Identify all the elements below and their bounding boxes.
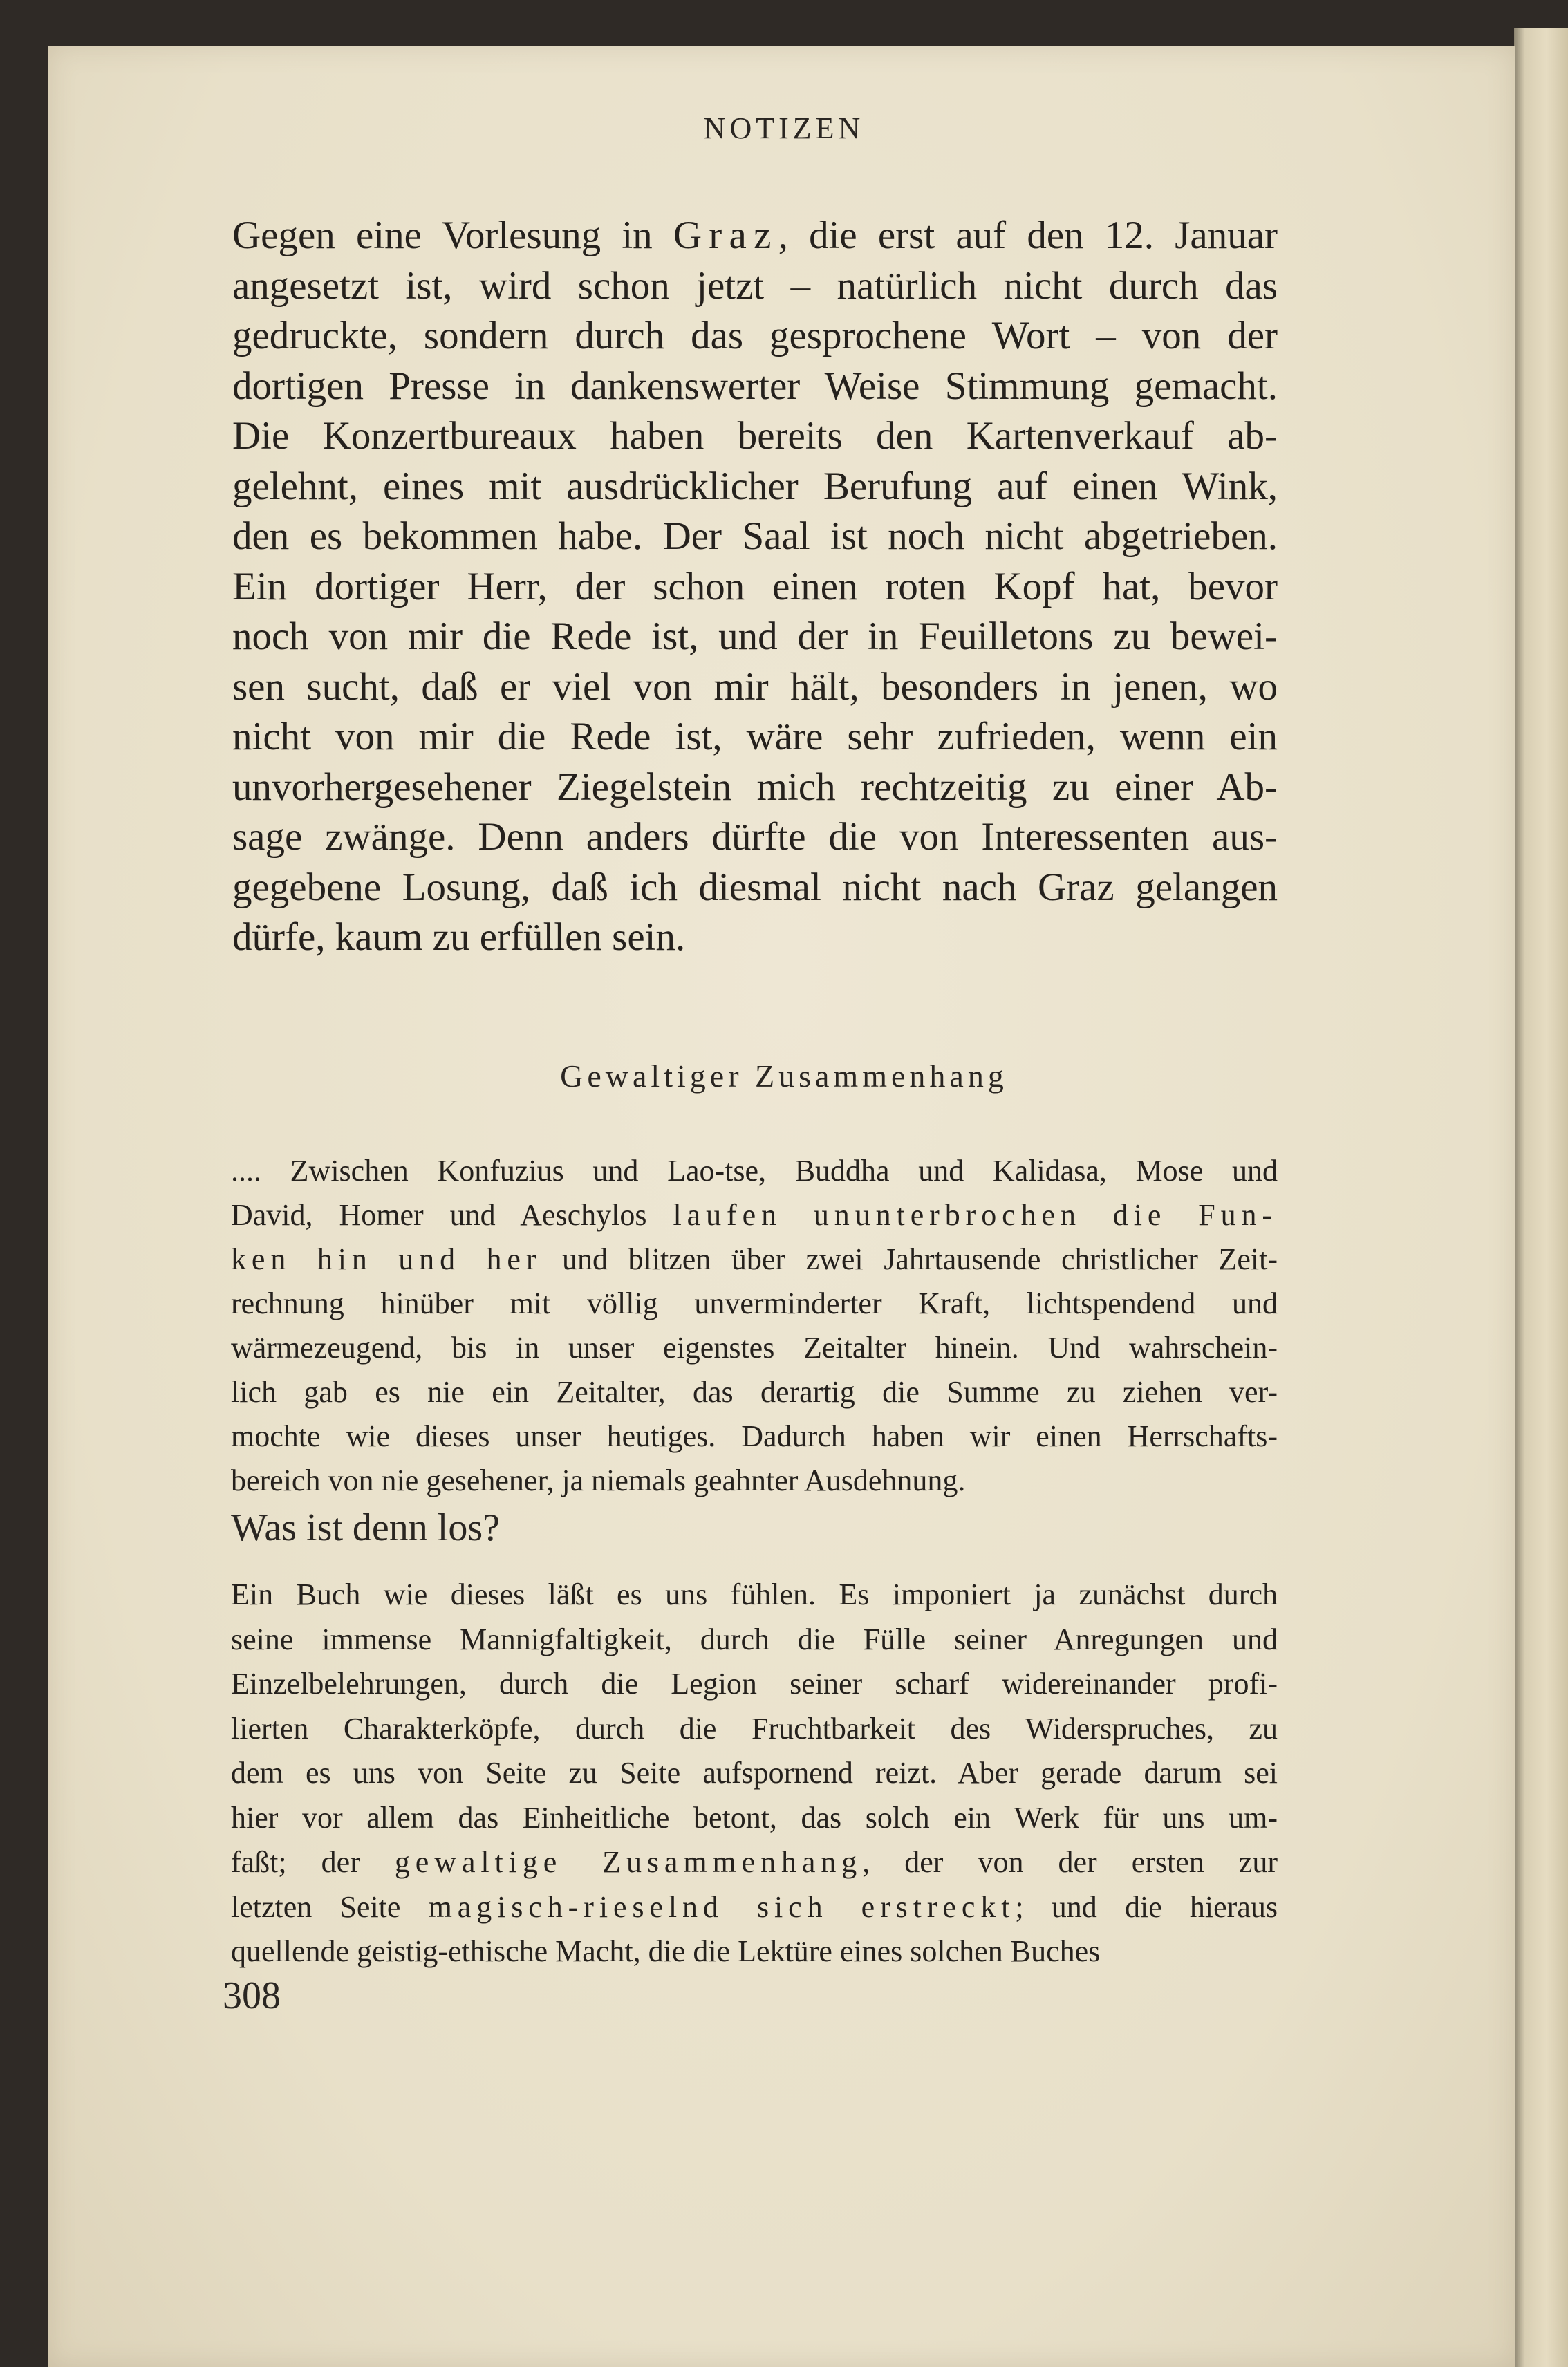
text-line: Die Konzertbureaux haben bereits den Kartenverkauf ab-	[232, 414, 1278, 458]
next-page-edge	[1514, 28, 1568, 2367]
text-line: dortigen Presse in dankenswerter Weise Stimmung gemacht.	[232, 364, 1278, 408]
section-graz-text	[232, 211, 1278, 963]
heading-gewaltiger-zusammenhang: Gewaltiger Zusammenhang	[560, 1058, 1008, 1094]
text-line: David, Homer und Aeschylos laufen ununterbrochen die Fun-	[231, 1198, 1278, 1232]
text-line: den es bekommen habe. Der Saal ist noch nicht abgetrieben.	[232, 514, 1278, 558]
text-line: Einzelbelehrungen, durch die Legion seiner scharf widereinander profi-	[231, 1667, 1278, 1701]
text-line: ken hin und her und blitzen über zwei Jahrtausende christlicher Zeit-	[231, 1242, 1278, 1276]
text-line: unvorhergesehener Ziegelstein mich rechtzeitig zu einer Ab-	[232, 765, 1278, 809]
text-line: Gegen eine Vorlesung in Graz, die erst auf den 12. Januar	[232, 214, 1278, 257]
text-line: gelehnt, eines mit ausdrücklicher Berufung auf einen Wink,	[232, 464, 1278, 508]
text-line: angesetzt ist, wird schon jetzt – natürlich nicht durch das	[232, 263, 1278, 308]
emphasis-text: laufen ununterbrochen die Fun-	[673, 1198, 1278, 1232]
text-line: noch von mir die Rede ist, und der in Feuilletons zu bewei-	[232, 615, 1278, 658]
emphasis-text: gewaltige Zusammenhang	[394, 1845, 863, 1879]
text-line: gedruckte, sondern durch das gesprochene Wort – von der	[232, 314, 1278, 357]
text-line: Ein Buch wie dieses läßt es uns fühlen. Es imponiert ja zunächst durch	[231, 1578, 1278, 1611]
text-line: lich gab es nie ein Zeitalter, das derartig die Summe zu ziehen ver-	[231, 1375, 1278, 1409]
running-head: NOTIZEN	[703, 111, 865, 145]
page-number: 308	[223, 1974, 281, 2017]
text-line: gegebene Losung, daß ich diesmal nicht nach Graz gelangen	[232, 865, 1278, 909]
text-line: lierten Charakterköpfe, durch die Fruchtbarkeit des Widerspruches, zu	[231, 1711, 1278, 1746]
text-line: sage zwänge. Denn anders dürfte die von Interessenten aus-	[232, 815, 1278, 859]
section-was-ist-denn-los-text	[231, 1573, 1278, 1974]
text-line: .... Zwischen Konfuzius und Lao-tse, Buddha und Kalidasa, Mose und	[231, 1154, 1278, 1188]
text-line: hier vor allem das Einheitliche betont, das solch ein Werk für uns um-	[231, 1800, 1278, 1835]
text-line: quellende geistig-ethische Macht, die die Lektüre eines solchen Buches	[231, 1934, 1101, 1968]
text-line: nicht von mir die Rede ist, wäre sehr zufrieden, wenn ein	[232, 715, 1278, 758]
text-line: Ein dortiger Herr, der schon einen roten Kopf hat, bevor	[232, 564, 1278, 608]
emphasis-graz: Graz	[673, 214, 778, 257]
emphasis-text: ken hin und her	[231, 1242, 542, 1276]
text-line: dem es uns von Seite zu Seite aufspornend reizt. Aber gerade darum sei	[231, 1756, 1278, 1790]
text-line: seine immense Mannigfaltigkeit, durch die Fülle seiner Anregungen und	[231, 1622, 1278, 1656]
text-line: wärmezeugend, bis in unser eigenstes Zeitalter hinein. Und wahrschein-	[231, 1331, 1278, 1365]
text-line: sen sucht, daß er viel von mir hält, besonders in jenen, wo	[232, 664, 1278, 709]
emphasis-text: magisch-rieselnd sich erstreckt	[428, 1889, 1016, 1924]
text-line: dürfe, kaum zu erfüllen sein.	[232, 915, 686, 959]
text-line: bereich von nie gesehener, ja niemals geahnter Ausdehnung.	[231, 1463, 966, 1497]
text-line: mochte wie dieses unser heutiges. Dadurch haben wir einen Herrschafts-	[231, 1419, 1278, 1453]
heading-was-ist-denn-los: Was ist denn los?	[231, 1506, 500, 1549]
text-line: letzten Seite magisch-rieselnd sich erstreckt; und die hieraus	[231, 1889, 1278, 1924]
text-line: faßt; der gewaltige Zusammenhang, der von der ersten zur	[231, 1845, 1278, 1879]
quote-block	[231, 1149, 1278, 1503]
text-line: rechnung hinüber mit völlig unverminderter Kraft, lichtspendend und	[231, 1287, 1278, 1320]
